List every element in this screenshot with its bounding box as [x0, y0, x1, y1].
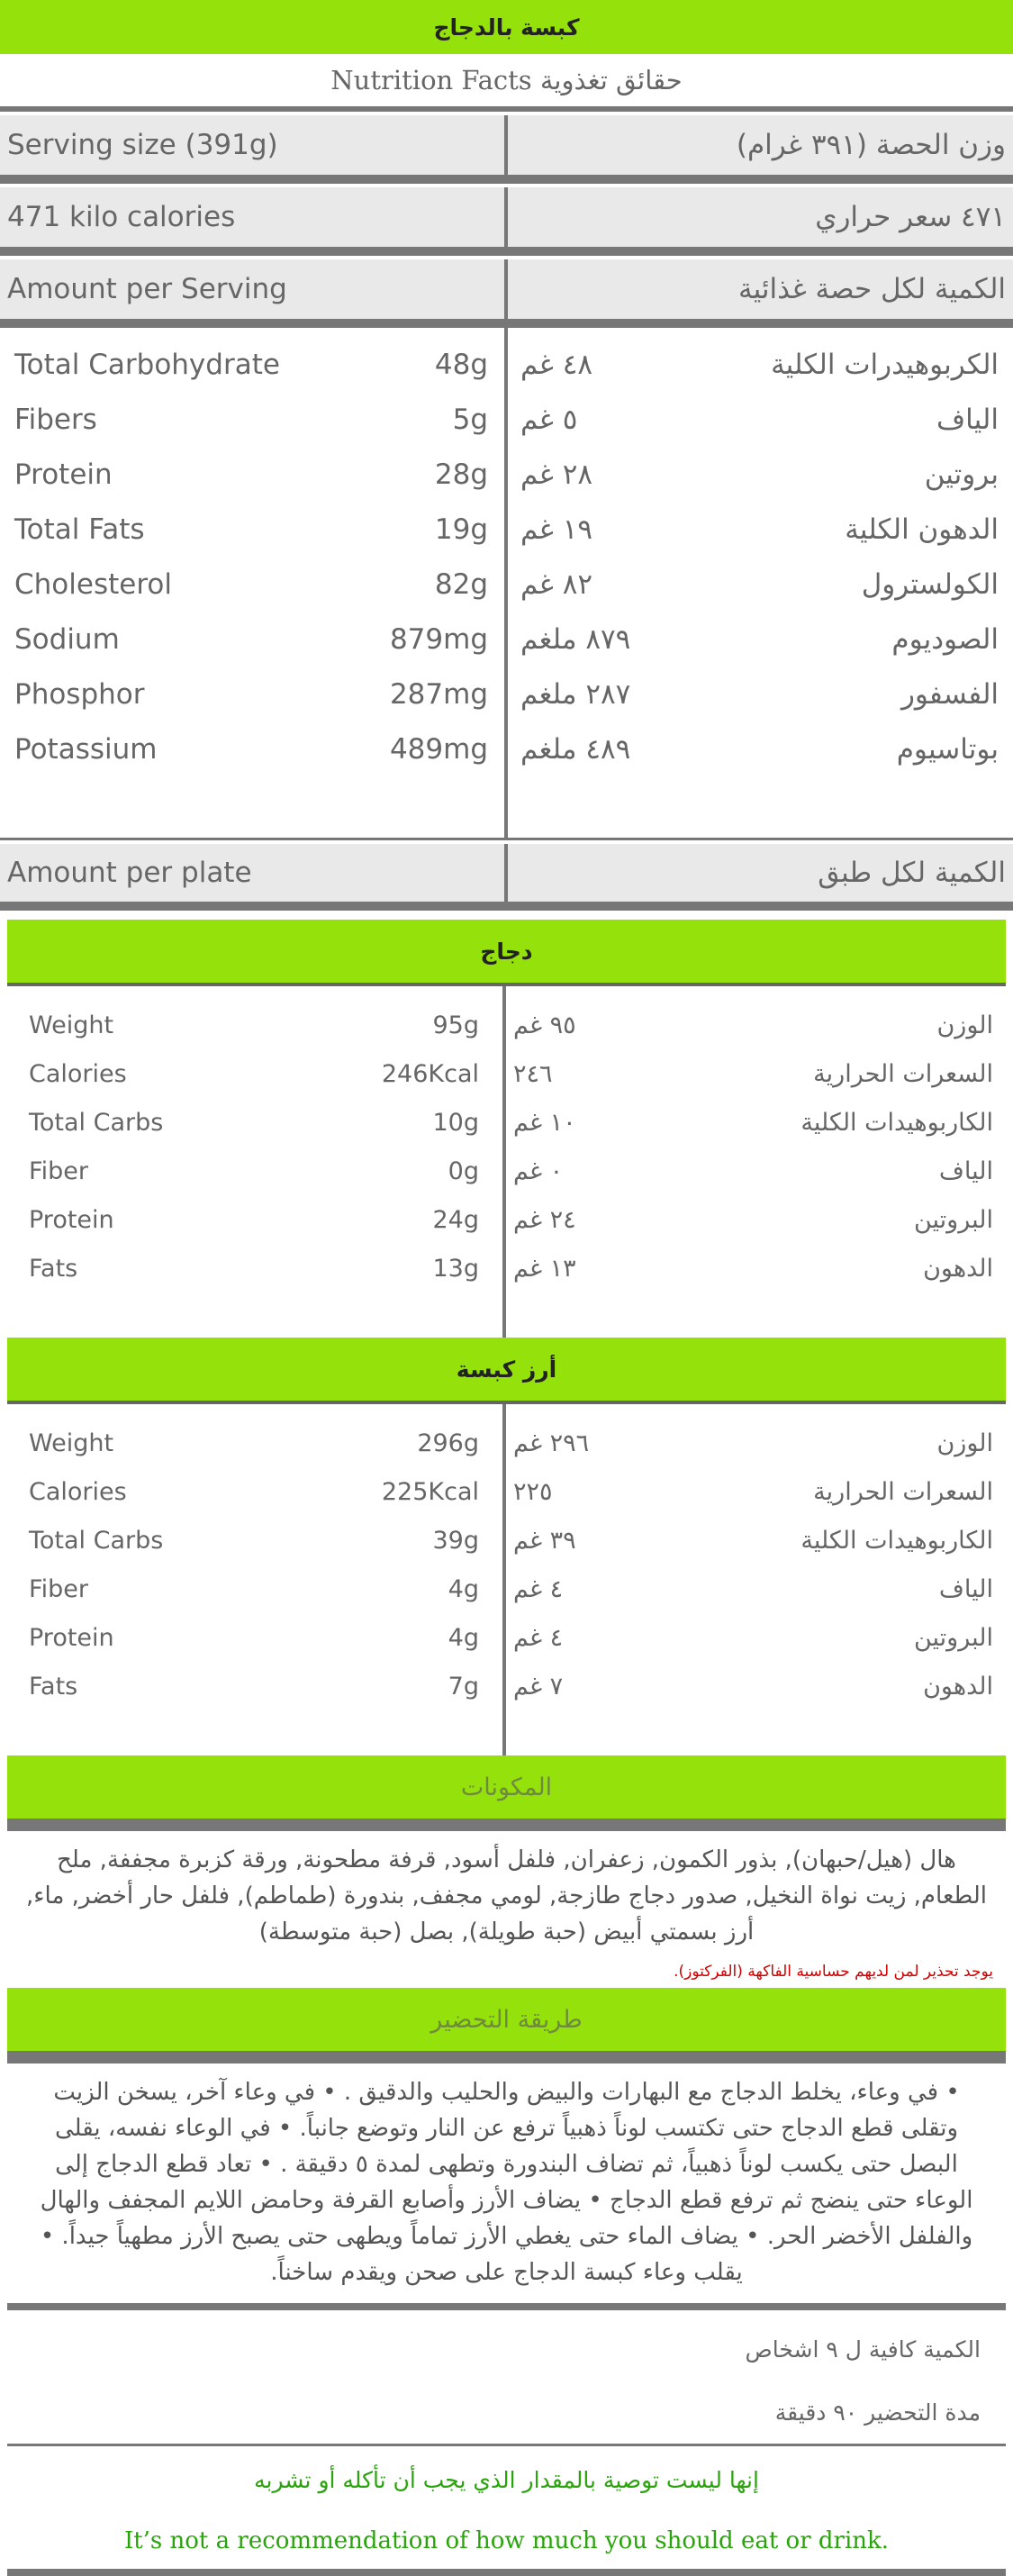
disclaimer-en: It’s not a recommendation of how much you should eat or drink. — [123, 2527, 890, 2554]
component-row: الكاربوهيدات الكلية ٣٩ غم — [513, 1526, 993, 1555]
component-row: الدهون ٧ غم — [513, 1672, 993, 1701]
component-title: أرز كبسة — [7, 1338, 1006, 1404]
component-row: السعرات الحرارية ٢٢٥ — [513, 1477, 993, 1506]
nutrients-ar-column — [508, 328, 1013, 838]
nutrient-row: Sodium 879mg — [14, 622, 488, 656]
component-table — [7, 1404, 1006, 1755]
amount-per-plate-en: Amount per plate — [0, 844, 508, 902]
amount-per-serving-en: Amount per Serving — [0, 259, 508, 319]
component-row: الوزن ٩٥ غم — [513, 1011, 993, 1039]
nutrient-row: الدهون الكلية ١٩ غم — [520, 512, 999, 546]
nutrient-row: الياف ٥ غم — [520, 403, 999, 436]
amount-per-serving-ar: الكمية لكل حصة غذائية — [737, 273, 1006, 305]
component-row: Protein 24g — [29, 1205, 479, 1234]
component-row: Fiber 0g — [29, 1156, 479, 1185]
amount-per-plate-ar: الكمية لكل طبق — [818, 857, 1006, 889]
nutrients-table — [0, 328, 1013, 838]
component-row: Total Carbs 39g — [29, 1526, 479, 1555]
component-row: Weight 296g — [29, 1429, 479, 1457]
plate-components — [7, 911, 1006, 2576]
subtitle: Nutrition Facts حقائق تغذوية — [0, 54, 1013, 112]
nutrient-row: الكولسترول ٨٢ غم — [520, 567, 999, 601]
prep-time: مدة التحضير ٩٠ دقيقة — [774, 2399, 981, 2426]
ingredients-title: المكونات — [7, 1755, 1006, 1819]
nutrient-row: Cholesterol 82g — [14, 567, 488, 601]
component-row: الياف ٠ غم — [513, 1156, 993, 1185]
nutrient-row: الفسفور ٢٨٧ ملغم — [520, 677, 999, 711]
component-row: الدهون ١٣ غم — [513, 1254, 993, 1283]
nutrient-row: Potassium 489mg — [14, 732, 488, 766]
servings-count: الكمية كافية ل ٩ اشخاص — [745, 2336, 981, 2363]
preparation-title: طريقة التحضير — [7, 1988, 1006, 2051]
calories-ar: ٤٧١ سعر حراري — [815, 201, 1006, 233]
component-row: Fats 7g — [29, 1672, 479, 1701]
component-table — [7, 986, 1006, 1338]
serving-size-row — [0, 115, 1013, 175]
component-row: Protein 4g — [29, 1623, 479, 1652]
component-row: الياف ٤ غم — [513, 1574, 993, 1603]
component-row: Calories 246Kcal — [29, 1059, 479, 1088]
amount-per-plate-row — [0, 844, 1013, 902]
component-row: الوزن ٢٩٦ غم — [513, 1429, 993, 1457]
calories-row — [0, 187, 1013, 247]
calories-en: 471 kilo calories — [0, 187, 508, 247]
component-row: Fats 13g — [29, 1254, 479, 1283]
ingredients-text: هال (هيل/حبهان), بذور الكمون, زعفران, فلفل أسود, قرفة مطحونة, ورقة كزبرة مجففة, ملح الطعام, زيت نواة النخيل, صدور دجاج طازجة, لومي مجفف, بندورة (طماطم), فلفل حار أخضر, ماء, أرز بسمتي أبيض (حبة طويلة), بصل (حبة متوسطة) — [26, 1846, 987, 1946]
nutrient-row: Protein 28g — [14, 458, 488, 491]
component-row: Fiber 4g — [29, 1574, 479, 1603]
component-title: دجاج — [7, 920, 1006, 986]
nutrient-row: Total Carbohydrate 48g — [14, 348, 488, 381]
serving-size-en: Serving size (391g) — [0, 115, 508, 175]
component-row: الكاربوهيدات الكلية ١٠ غم — [513, 1108, 993, 1137]
component-row: السعرات الحرارية ٢٤٦ — [513, 1059, 993, 1088]
component-row: Calories 225Kcal — [29, 1477, 479, 1506]
component-row: البروتين ٤ غم — [513, 1623, 993, 1652]
amount-per-serving-row — [0, 259, 1013, 319]
serving-size-ar: وزن الحصة (٣٩١ غرام) — [736, 129, 1006, 161]
nutrient-row: بروتين ٢٨ غم — [520, 458, 999, 491]
component-row: البروتين ٢٤ غم — [513, 1205, 993, 1234]
nutrient-row: الصوديوم ٨٧٩ ملغم — [520, 622, 999, 656]
allergy-warning: يوجد تحذير لمن لديهم حساسية الفاكهة (الفركتوز). — [674, 1963, 993, 1981]
nutrient-row: الكربوهيدرات الكلية ٤٨ غم — [520, 348, 999, 381]
nutrient-row: بوتاسيوم ٤٨٩ ملغم — [520, 732, 999, 766]
nutrient-row: Fibers 5g — [14, 403, 488, 436]
preparation-text: • في وعاء، يخلط الدجاج مع البهارات والبيض والحليب والدقيق . • في وعاء آخر، يسخن الزيت وتقلى قطع الدجاج حتى تكتسب لوناً ذهبياً ترفع عن النار وتوضع جانباً. • في الوعاء نفسه، يقلى البصل حتى يكسب لوناً ذهبياً، ثم تضاف البندورة وتطهى لمدة ٥ دقيقة . • تعاد قطع الدجاج إلى الوعاء حتى ينضج ثم ترفع قطع الدجاج • يضاف الأرز وأصابع القرفة وحامض اللايم المجفف والهال والفلفل الأخضر الحر. • يضاف الماء حتى يغطي الأرز تماماً ويطهى حتى يصبح الأرز مطهياً جيداً. • يقلب وعاء كبسة الدجاج على صحن ويقدم ساخناً. — [40, 2079, 973, 2286]
component-row: Total Carbs 10g — [29, 1108, 479, 1137]
disclaimer-ar: إنها ليست توصية بالمقدار الذي يجب أن تأكله أو تشربه — [254, 2466, 759, 2493]
nutrients-en-column — [0, 328, 508, 838]
nutrient-row: Total Fats 19g — [14, 512, 488, 546]
component-row: Weight 95g — [29, 1011, 479, 1039]
page-title: كبسة بالدجاج — [0, 0, 1013, 54]
nutrient-row: Phosphor 287mg — [14, 677, 488, 711]
